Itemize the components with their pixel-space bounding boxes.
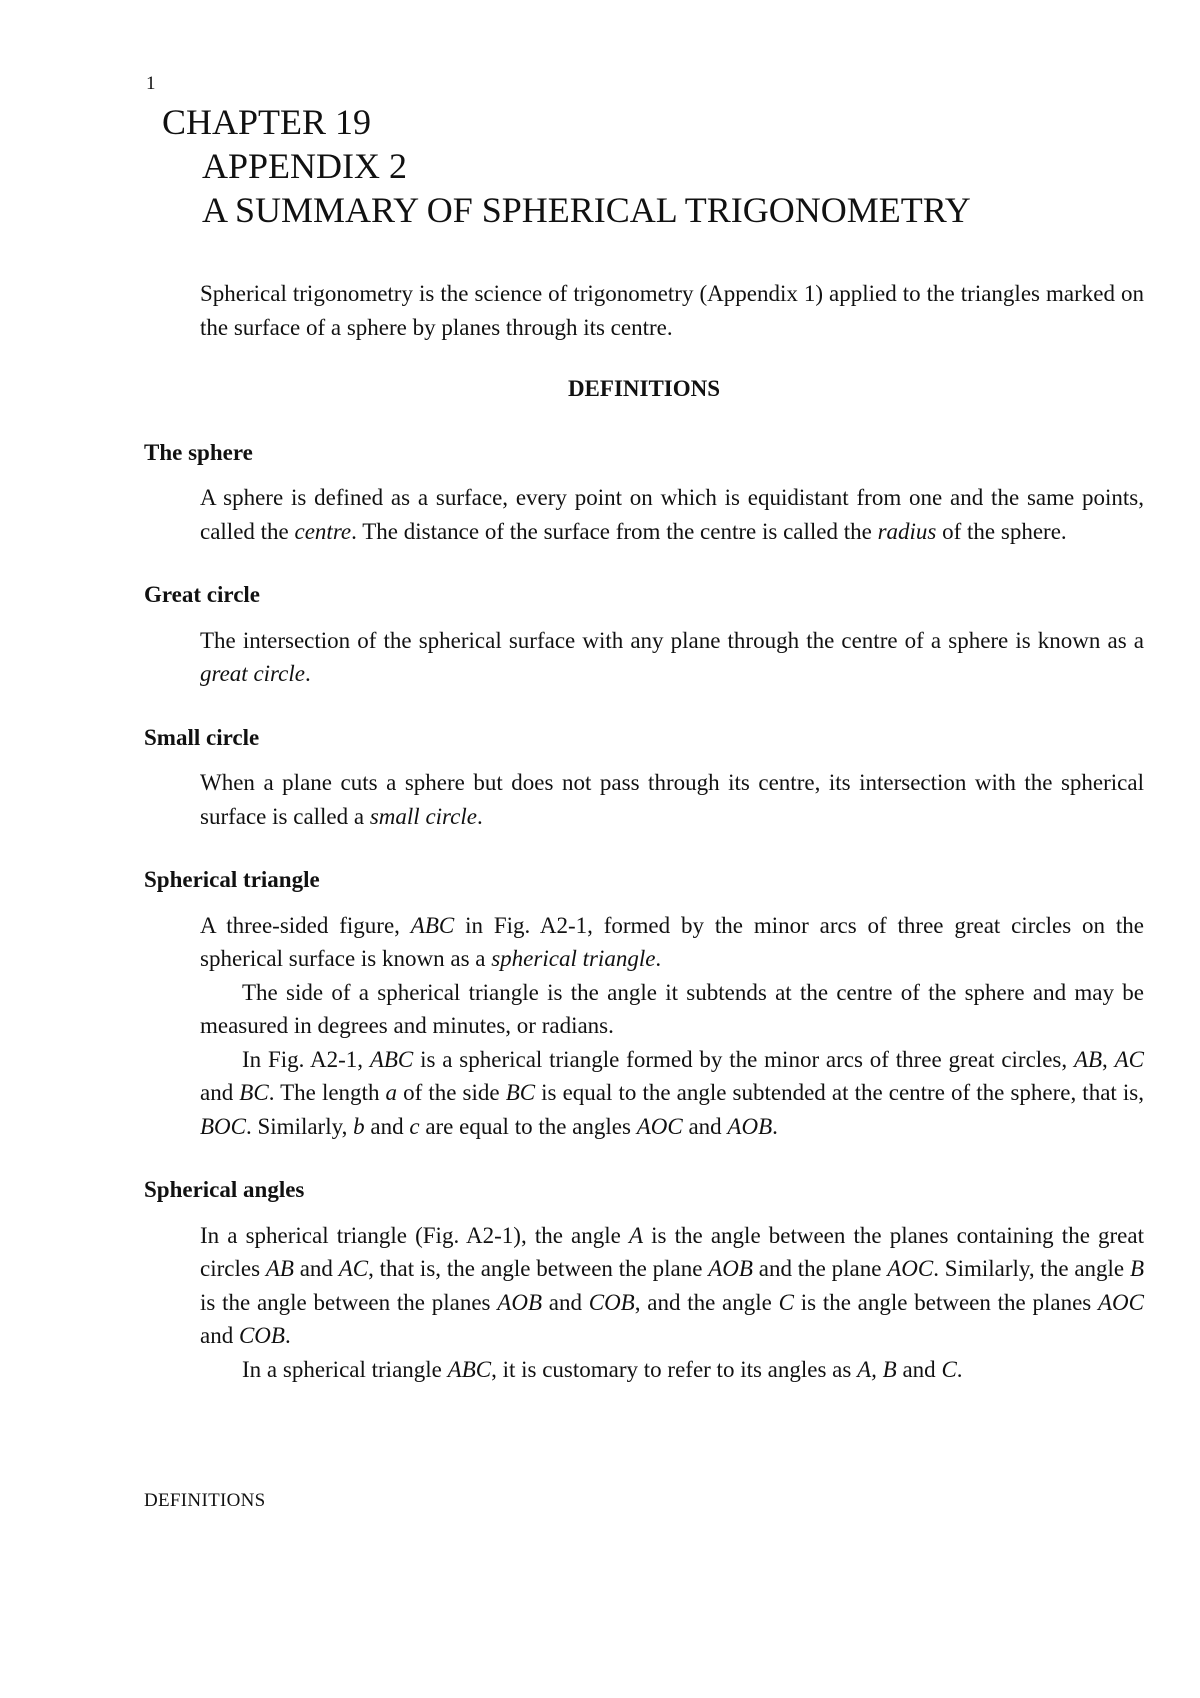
small-circle-paragraph (200, 766, 1144, 833)
section-title-spherical-triangle: Spherical triangle (144, 867, 320, 892)
spherical-triangle-paragraph-3 (200, 1043, 1144, 1144)
text-run: and (896, 1356, 942, 1382)
math-ab: AB (1073, 1046, 1103, 1072)
section-title-sphere: The sphere (144, 439, 253, 465)
text-run: of the sphere. (936, 518, 1067, 544)
section-title-spherical-angles: Spherical angles (144, 1177, 305, 1202)
text-run: and (682, 1113, 728, 1139)
text-run: In a spherical triangle (Fig. A2-1), the angle (200, 1222, 629, 1248)
text-run: is the angle between the planes (793, 1289, 1098, 1315)
text-run: and (293, 1256, 339, 1281)
math-aoc: AOC (887, 1256, 934, 1281)
document-body (144, 277, 1144, 1386)
text-run: , it is customary to refer to its angles as (491, 1356, 858, 1382)
document-title: A SUMMARY OF SPHERICAL TRIGONOMETRY (202, 190, 971, 230)
math-aoc: AOC (1098, 1289, 1144, 1315)
term-centre: centre (294, 518, 352, 544)
intro-paragraph: Spherical trigonometry is the science of trigonometry (Appendix 1) applied to the triangles marked on the surface of a sphere by planes through its centre. (200, 281, 1144, 340)
math-ac: AC (338, 1256, 369, 1281)
sphere-paragraph (200, 481, 1144, 548)
text-run: The intersection of the spherical surface with any plane through the centre of a sphere is known as a (200, 627, 1144, 653)
page-number: 1 (146, 73, 156, 94)
math-C: C (941, 1356, 957, 1382)
text-run: . (304, 661, 311, 686)
math-A: A (628, 1222, 644, 1248)
text-run: and (200, 1323, 239, 1348)
text-run: in Fig. A2-1, formed by the minor arcs of three great circles on the spherical surface is known as a (200, 912, 1144, 971)
text-run: and the plane (752, 1256, 888, 1281)
text-run: . Similarly, (246, 1113, 354, 1139)
spherical-triangle-paragraph-1 (200, 909, 1144, 976)
text-run: , (1102, 1046, 1115, 1072)
text-run: and (200, 1080, 240, 1105)
text-run: In Fig. A2-1, (242, 1046, 370, 1072)
appendix-title: APPENDIX 2 (202, 146, 408, 186)
text-run: . The distance of the surface from the centre is called the (351, 518, 878, 544)
math-cob: COB (238, 1323, 285, 1348)
math-b: b (353, 1113, 365, 1139)
math-cob: COB (588, 1289, 635, 1315)
text-run: A sphere is defined as a surface, every point on which is equidistant from one and the same points, called the (200, 485, 1144, 544)
math-aob: AOB (497, 1289, 542, 1315)
text-run: , and the angle (634, 1289, 779, 1315)
text-run: are equal to the angles (419, 1113, 637, 1139)
math-B: B (1129, 1256, 1144, 1281)
text-run: . Similarly, the angle (933, 1256, 1130, 1281)
math-aob: AOB (727, 1113, 773, 1139)
text-run: of the side (397, 1080, 506, 1105)
math-abc: ABC (369, 1046, 414, 1072)
math-aoc: AOC (636, 1113, 683, 1139)
text-run: In a spherical triangle (242, 1356, 448, 1382)
text-run: is equal to the angle subtended at the centre of the sphere, that is, (535, 1080, 1144, 1105)
math-c: c (409, 1113, 420, 1139)
term-radius: radius (877, 518, 937, 544)
text-run: . (655, 946, 662, 971)
math-abc: ABC (447, 1356, 492, 1382)
spherical-angles-paragraph-1 (200, 1219, 1144, 1353)
footer-section-label: DEFINITIONS (144, 1490, 266, 1511)
text-run: and (364, 1113, 410, 1139)
math-boc: BOC (200, 1113, 246, 1139)
text-run: When a plane cuts a sphere but does not pass through its centre, its intersection with the spherical surface is called a (200, 770, 1144, 829)
text-run: . (956, 1356, 963, 1382)
text-run: . (772, 1113, 778, 1139)
math-ac: AC (1114, 1046, 1145, 1072)
math-bc: BC (239, 1080, 269, 1105)
text-run: is the angle between the planes (200, 1289, 498, 1315)
section-title-small-circle: Small circle (144, 724, 260, 750)
text-run: A three-sided figure, (200, 912, 411, 938)
math-angles: A, B (857, 1356, 897, 1382)
chapter-title: CHAPTER 19 (162, 102, 372, 142)
text-run: . (284, 1323, 291, 1348)
term-spherical-triangle: spherical triangle (491, 946, 656, 971)
term-great-circle: great circle (200, 661, 305, 686)
math-a: a (385, 1080, 398, 1105)
text-run: is the angle between the planes containing the great circles (200, 1222, 1144, 1281)
spherical-triangle-paragraph-2: The side of a spherical triangle is the angle it subtends at the centre of the sphere and may be measured in degrees and minutes, or radians. (200, 979, 1144, 1038)
spherical-angles-paragraph-2 (200, 1353, 1144, 1387)
text-run: and (542, 1289, 589, 1315)
section-title-great-circle: Great circle (144, 582, 260, 607)
great-circle-paragraph (200, 624, 1144, 691)
chapter-heading (162, 100, 971, 232)
text-run: is a spherical triangle formed by the minor arcs of three great circles, (413, 1046, 1074, 1072)
math-C: C (778, 1289, 794, 1315)
math-ab: AB (265, 1256, 294, 1281)
text-run: , that is, the angle between the plane (368, 1256, 709, 1281)
math-aob: AOB (708, 1256, 753, 1281)
text-run: . The length (268, 1080, 386, 1105)
math-abc: ABC (410, 912, 455, 938)
term-small-circle: small circle (369, 803, 477, 829)
text-run: . (476, 803, 483, 829)
definitions-heading: DEFINITIONS (567, 376, 721, 401)
math-bc: BC (505, 1080, 536, 1105)
